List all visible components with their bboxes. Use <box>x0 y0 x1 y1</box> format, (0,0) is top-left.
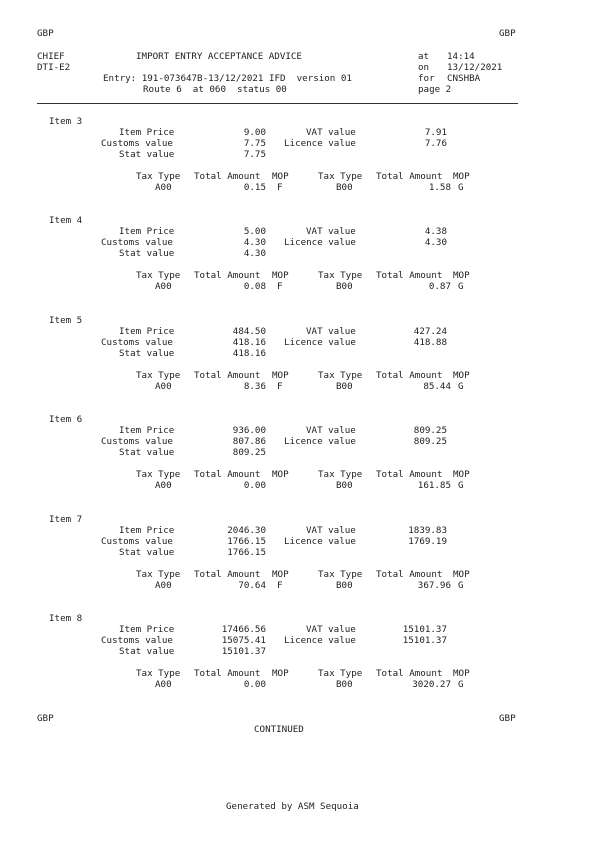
customs-value-label: Customs value <box>101 436 173 447</box>
tax-type-code: B00 <box>336 381 353 392</box>
tax-type-header: Tax Type <box>318 569 363 580</box>
tax-amount: 85.44 <box>423 381 451 392</box>
item-price-value: 9.00 <box>243 127 266 138</box>
vat-value: 4.38 <box>424 226 447 237</box>
tax-amount: 0.15 <box>243 182 266 193</box>
vat-value: 427.24 <box>413 326 447 337</box>
item-price-label: Item Price <box>119 624 175 635</box>
customs-value-label: Customs value <box>101 635 173 646</box>
item-title: Item 5 <box>49 315 83 326</box>
item-price-label: Item Price <box>119 226 175 237</box>
tax-type-code: A00 <box>155 281 172 292</box>
tax-mop: G <box>458 480 464 491</box>
tax-amount: 3020.27 <box>412 679 451 690</box>
page-number: page 2 <box>418 84 452 95</box>
customs-value: 4.30 <box>243 237 266 248</box>
vat-value-label: VAT value <box>306 525 356 536</box>
item-title: Item 6 <box>49 414 83 425</box>
total-amount-header: Total Amount <box>194 469 261 480</box>
header-divider <box>37 103 518 104</box>
item-block <box>0 613 595 703</box>
item-title: Item 7 <box>49 514 83 525</box>
total-amount-header: Total Amount <box>376 171 443 182</box>
tax-type-header: Tax Type <box>136 469 181 480</box>
licence-value: 7.76 <box>424 138 447 149</box>
licence-value-label: Licence value <box>284 635 356 646</box>
mop-header: MOP <box>453 569 470 580</box>
stat-value-label: Stat value <box>119 149 175 160</box>
system-name: CHIEF <box>37 51 65 62</box>
tax-mop: F <box>277 381 283 392</box>
total-amount-header: Total Amount <box>376 668 443 679</box>
date-label: on <box>418 62 430 73</box>
for-label: for <box>418 73 435 84</box>
tax-amount: 0.00 <box>243 480 266 491</box>
tax-mop: F <box>277 281 283 292</box>
mop-header: MOP <box>272 270 289 281</box>
tax-type-header: Tax Type <box>136 370 181 381</box>
item-price-value: 936.00 <box>232 425 266 436</box>
stat-value-label: Stat value <box>119 348 175 359</box>
total-amount-header: Total Amount <box>194 270 261 281</box>
licence-value-label: Licence value <box>284 138 356 149</box>
tax-type-code: B00 <box>336 679 353 690</box>
item-title: Item 4 <box>49 215 83 226</box>
mop-header: MOP <box>272 569 289 580</box>
mop-header: MOP <box>453 370 470 381</box>
tax-mop: F <box>277 182 283 193</box>
mop-header: MOP <box>272 370 289 381</box>
item-block <box>0 215 595 305</box>
tax-amount: 70.64 <box>238 580 266 591</box>
tax-type-code: A00 <box>155 182 172 193</box>
vat-value-label: VAT value <box>306 127 356 138</box>
total-amount-header: Total Amount <box>194 370 261 381</box>
entry-line: Entry: 191-073647B-13/12/2021 IFD version 01 <box>103 73 352 84</box>
tax-type-code: B00 <box>336 580 353 591</box>
tax-type-header: Tax Type <box>136 668 181 679</box>
tax-amount: 0.00 <box>243 679 266 690</box>
licence-value: 1769.19 <box>408 536 447 547</box>
tax-type-header: Tax Type <box>318 171 363 182</box>
licence-value: 809.25 <box>413 436 447 447</box>
mop-header: MOP <box>453 270 470 281</box>
item-price-value: 484.50 <box>232 326 266 337</box>
total-amount-header: Total Amount <box>376 469 443 480</box>
licence-value-label: Licence value <box>284 436 356 447</box>
vat-value-label: VAT value <box>306 326 356 337</box>
stat-value: 7.75 <box>243 149 266 160</box>
vat-value-label: VAT value <box>306 226 356 237</box>
mop-header: MOP <box>453 171 470 182</box>
tax-type-code: A00 <box>155 480 172 491</box>
currency-label-right: GBP <box>499 28 516 39</box>
customs-value: 1766.15 <box>227 536 266 547</box>
form-code: DTI-E2 <box>37 62 71 73</box>
footer-currency-left: GBP <box>37 713 54 724</box>
tax-type-header: Tax Type <box>136 171 181 182</box>
tax-amount: 0.87 <box>428 281 451 292</box>
tax-type-code: A00 <box>155 679 172 690</box>
tax-type-header: Tax Type <box>136 270 181 281</box>
mop-header: MOP <box>453 469 470 480</box>
tax-mop: G <box>458 281 464 292</box>
item-block <box>0 315 595 405</box>
date-value: 13/12/2021 <box>447 62 503 73</box>
customs-value: 418.16 <box>232 337 266 348</box>
stat-value-label: Stat value <box>119 646 175 657</box>
item-block <box>0 116 595 206</box>
time-value: 14:14 <box>447 51 475 62</box>
tax-type-code: B00 <box>336 182 353 193</box>
item-price-label: Item Price <box>119 525 175 536</box>
vat-value: 809.25 <box>413 425 447 436</box>
stat-value: 418.16 <box>232 348 266 359</box>
customs-value-label: Customs value <box>101 138 173 149</box>
currency-label-left: GBP <box>37 28 54 39</box>
tax-type-code: A00 <box>155 381 172 392</box>
tax-type-code: B00 <box>336 480 353 491</box>
vat-value: 15101.37 <box>402 624 447 635</box>
tax-mop: G <box>458 580 464 591</box>
total-amount-header: Total Amount <box>194 171 261 182</box>
footer-currency-right: GBP <box>499 713 516 724</box>
tax-type-code: B00 <box>336 281 353 292</box>
route-line: Route 6 at 060 status 00 <box>143 84 287 95</box>
total-amount-header: Total Amount <box>376 370 443 381</box>
customs-value-label: Customs value <box>101 337 173 348</box>
generated-by: Generated by ASM Sequoia <box>226 801 359 812</box>
item-price-label: Item Price <box>119 127 175 138</box>
tax-amount: 367.96 <box>417 580 451 591</box>
tax-mop: G <box>458 679 464 690</box>
licence-value-label: Licence value <box>284 536 356 547</box>
stat-value-label: Stat value <box>119 547 175 558</box>
total-amount-header: Total Amount <box>194 569 261 580</box>
tax-mop: F <box>277 580 283 591</box>
licence-value-label: Licence value <box>284 337 356 348</box>
mop-header: MOP <box>272 668 289 679</box>
vat-value: 7.91 <box>424 127 447 138</box>
mop-header: MOP <box>272 469 289 480</box>
document-title: IMPORT ENTRY ACCEPTANCE ADVICE <box>136 51 302 62</box>
tax-amount: 0.08 <box>243 281 266 292</box>
for-value: CNSHBA <box>447 73 481 84</box>
tax-mop: G <box>458 381 464 392</box>
stat-value-label: Stat value <box>119 248 175 259</box>
item-price-value: 17466.56 <box>221 624 266 635</box>
tax-type-header: Tax Type <box>318 469 363 480</box>
tax-type-code: A00 <box>155 580 172 591</box>
tax-type-header: Tax Type <box>136 569 181 580</box>
licence-value: 15101.37 <box>402 635 447 646</box>
continued-label: CONTINUED <box>254 724 304 735</box>
item-block <box>0 514 595 604</box>
total-amount-header: Total Amount <box>376 569 443 580</box>
customs-value: 15075.41 <box>221 635 266 646</box>
item-price-label: Item Price <box>119 425 175 436</box>
customs-value: 807.86 <box>232 436 266 447</box>
tax-amount: 1.58 <box>428 182 451 193</box>
tax-type-header: Tax Type <box>318 668 363 679</box>
customs-value: 7.75 <box>243 138 266 149</box>
vat-value: 1839.83 <box>408 525 447 536</box>
item-title: Item 8 <box>49 613 83 624</box>
customs-value-label: Customs value <box>101 237 173 248</box>
stat-value: 1766.15 <box>227 547 266 558</box>
time-label: at <box>418 51 430 62</box>
item-price-value: 5.00 <box>243 226 266 237</box>
tax-type-header: Tax Type <box>318 270 363 281</box>
stat-value-label: Stat value <box>119 447 175 458</box>
tax-type-header: Tax Type <box>318 370 363 381</box>
tax-amount: 161.85 <box>417 480 451 491</box>
item-price-value: 2046.30 <box>227 525 266 536</box>
total-amount-header: Total Amount <box>376 270 443 281</box>
item-title: Item 3 <box>49 116 83 127</box>
licence-value: 4.30 <box>424 237 447 248</box>
item-block <box>0 414 595 504</box>
vat-value-label: VAT value <box>306 425 356 436</box>
item-price-label: Item Price <box>119 326 175 337</box>
customs-value-label: Customs value <box>101 536 173 547</box>
stat-value: 4.30 <box>243 248 266 259</box>
vat-value-label: VAT value <box>306 624 356 635</box>
mop-header: MOP <box>272 171 289 182</box>
tax-amount: 8.36 <box>243 381 266 392</box>
stat-value: 809.25 <box>232 447 266 458</box>
mop-header: MOP <box>453 668 470 679</box>
tax-mop: G <box>458 182 464 193</box>
licence-value-label: Licence value <box>284 237 356 248</box>
licence-value: 418.88 <box>413 337 447 348</box>
stat-value: 15101.37 <box>221 646 266 657</box>
total-amount-header: Total Amount <box>194 668 261 679</box>
